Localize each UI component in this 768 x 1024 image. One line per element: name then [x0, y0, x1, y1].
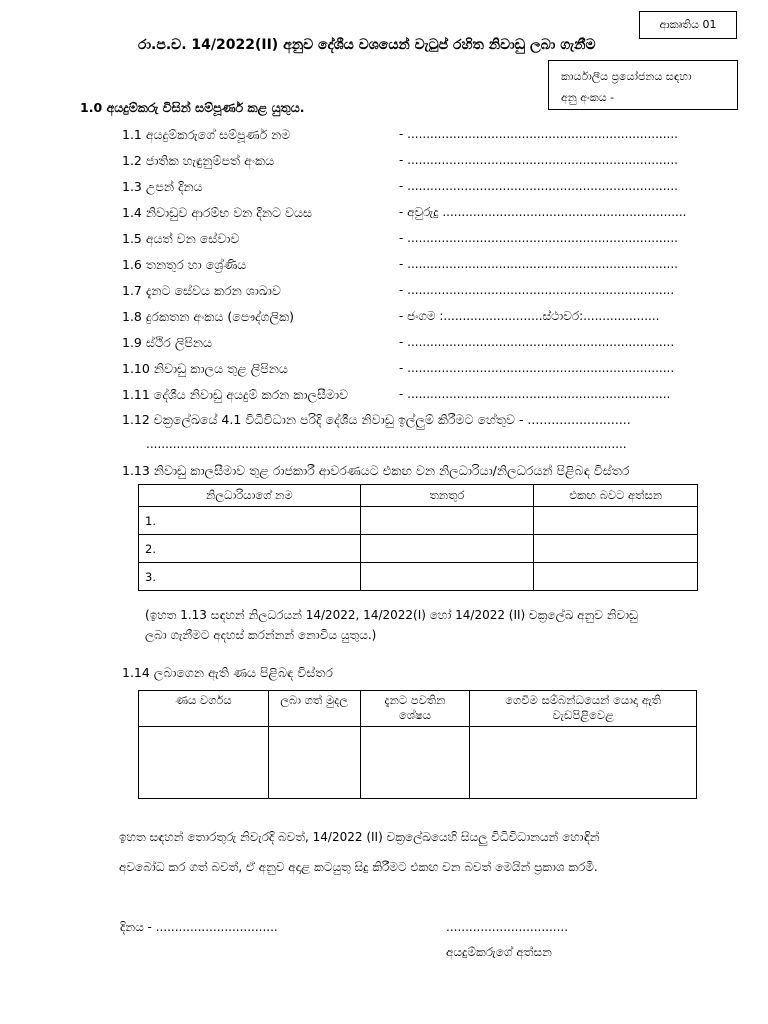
field-value[interactable]: - ......................................................................: [399, 283, 675, 297]
field-value[interactable]: - .......................................................................: [399, 179, 678, 193]
field-label: 1.5 අයත් වන සේවාව: [122, 231, 240, 246]
cover-officers-heading: 1.13 නිවාඩු කාලසීමාව තුළ රාජකාරී ආවරණයට එකඟ වන නිලධාරියා/නිලධරයන් පිළිබඳ විස්තර: [122, 463, 630, 478]
field-label: 1.11 දේශීය නිවාඩු අයදුම් කරන කාලසීමාව: [122, 387, 349, 402]
field-value[interactable]: - .......................................................................: [399, 127, 678, 141]
field-value[interactable]: - ......................................................................: [399, 335, 675, 349]
table-cell[interactable]: [268, 727, 360, 799]
signature-line[interactable]: ................................: [446, 920, 569, 934]
table-row: [139, 507, 698, 535]
form-number: [639, 11, 737, 39]
table-cell[interactable]: [360, 563, 534, 591]
field-value[interactable]: - .......................................................................: [399, 153, 678, 167]
column-header: ණය වර්ගය: [139, 691, 269, 727]
loans-heading: 1.14 ලබාගෙන ඇති ණය පිළිබඳ විස්තර: [122, 665, 333, 680]
table-cell[interactable]: [534, 507, 698, 535]
column-header: ලබා ගත් මුදල: [268, 691, 360, 727]
field-label: 1.9 ස්ථිර ලිපිනය: [122, 335, 212, 350]
cover-officers-table: [138, 484, 698, 591]
field-value[interactable]: - .....................................................................: [399, 387, 671, 401]
date-field[interactable]: දිනය - ................................: [120, 920, 278, 934]
form-number-text: ආකෘතිය 01: [659, 18, 717, 31]
leave-reason-field[interactable]: 1.12 චක්‍රලේඛයේ 4.1 විධිවිධාන පරිදි දේශීය නිවාඩු ඉල්ලුම් කිරීමට හේතුව - ..........................: [122, 412, 631, 427]
cover-officers-note-line-1: (ඉහත 1.13 සඳහන් නිලධරයන් 14/2022, 14/2022(I) හෝ 14/2022 (II) චක්‍රලේඛ අනුව නිවාඩු: [145, 608, 638, 622]
office-use-box: [548, 60, 738, 110]
field-value[interactable]: - ......................................................................: [399, 361, 675, 375]
table-row: [139, 727, 697, 799]
loans-table: [138, 690, 697, 799]
table-cell[interactable]: [534, 563, 698, 591]
table-header-row: [139, 691, 697, 727]
column-header: එකඟ බවට අත්සන: [534, 485, 698, 507]
table-cell[interactable]: [139, 727, 269, 799]
row-number[interactable]: 1.: [139, 507, 361, 535]
field-label: 1.3 උපන් දිනය: [122, 179, 203, 194]
declaration-line-1: ඉහත සඳහන් තොරතුරු නිවැරදි බවත්, 14/2022 (II) චක්‍රලේඛයෙහි සියලු විධිවිධානයන් හොඳින්: [119, 830, 600, 844]
field-label: 1.1 අයදුම්කරුගේ සම්පූර්ණ නම: [122, 127, 291, 142]
table-cell[interactable]: [360, 727, 470, 799]
table-cell[interactable]: [360, 507, 534, 535]
field-label: 1.7 දැනට සේවය කරන ශාඛාව: [122, 283, 281, 298]
declaration-line-2: අවබෝධ කර ගත් බවත්, ඒ අනුව අදාළ කටයුතු සිදු කිරීමට එකඟ වන බවත් මෙයින් ප්‍රකාශ කරමි.: [119, 860, 598, 874]
page-title: රා.ප.ච. 14/2022(II) අනුව දේශීය වශයෙන් වැටුප් රහිත නිවාඩු ලබා ගැනීම: [138, 37, 596, 53]
column-header: දැනට පවතින ශේෂය: [360, 691, 470, 727]
table-cell[interactable]: [534, 535, 698, 563]
field-label: 1.2 ජාතික හැඳුනුම්පත් අංකය: [122, 153, 275, 168]
field-value[interactable]: - ජංගම :..........................ස්ථාවර:....................: [399, 309, 660, 323]
table-header-row: [139, 485, 698, 507]
cover-officers-note-line-2: ලබා ගැනීමට අදහස් කරන්නන් නොවිය යුතුය.): [145, 628, 377, 642]
row-number[interactable]: 2.: [139, 535, 361, 563]
field-label: 1.10 නිවාඩු කාලය තුළ ලිපිනය: [122, 361, 288, 376]
table-cell[interactable]: [360, 535, 534, 563]
signature-label: අයදුම්කරුගේ අත්සන: [446, 945, 552, 959]
table-cell[interactable]: [470, 727, 697, 799]
column-header: ගෙවීම සම්බන්ධයෙන් යොදා ඇති වැඩපිළිවෙළ: [470, 691, 697, 727]
field-label: 1.6 තනතුර හා ශ්‍රේණිය: [122, 257, 247, 272]
column-header: නිලධාරියාගේ නම: [139, 485, 361, 507]
field-value[interactable]: - අවුරුදු ................................................................: [399, 205, 687, 219]
field-value[interactable]: - .......................................................................: [399, 257, 678, 271]
column-header: තනතුර: [360, 485, 534, 507]
office-use-label: කාර්යාලීය ප්‍රයෝජනය සඳහා: [561, 70, 692, 83]
table-row: [139, 535, 698, 563]
serial-number-label: අනු අංකය -: [561, 91, 615, 104]
row-number[interactable]: 3.: [139, 563, 361, 591]
table-row: [139, 563, 698, 591]
field-value[interactable]: - .......................................................................: [399, 231, 678, 245]
section-1-heading: 1.0 අයදුම්කරු විසින් සම්පූර්ණ කළ යුතුය.: [80, 100, 305, 115]
field-label: 1.8 දුරකතන අංකය (පෞද්ගලික): [122, 309, 295, 324]
field-label: 1.4 නිවාඩුව ආරම්භ වන දිනට වයස: [122, 205, 312, 220]
leave-reason-line-2[interactable]: ..............................................................................................................................: [146, 437, 627, 451]
